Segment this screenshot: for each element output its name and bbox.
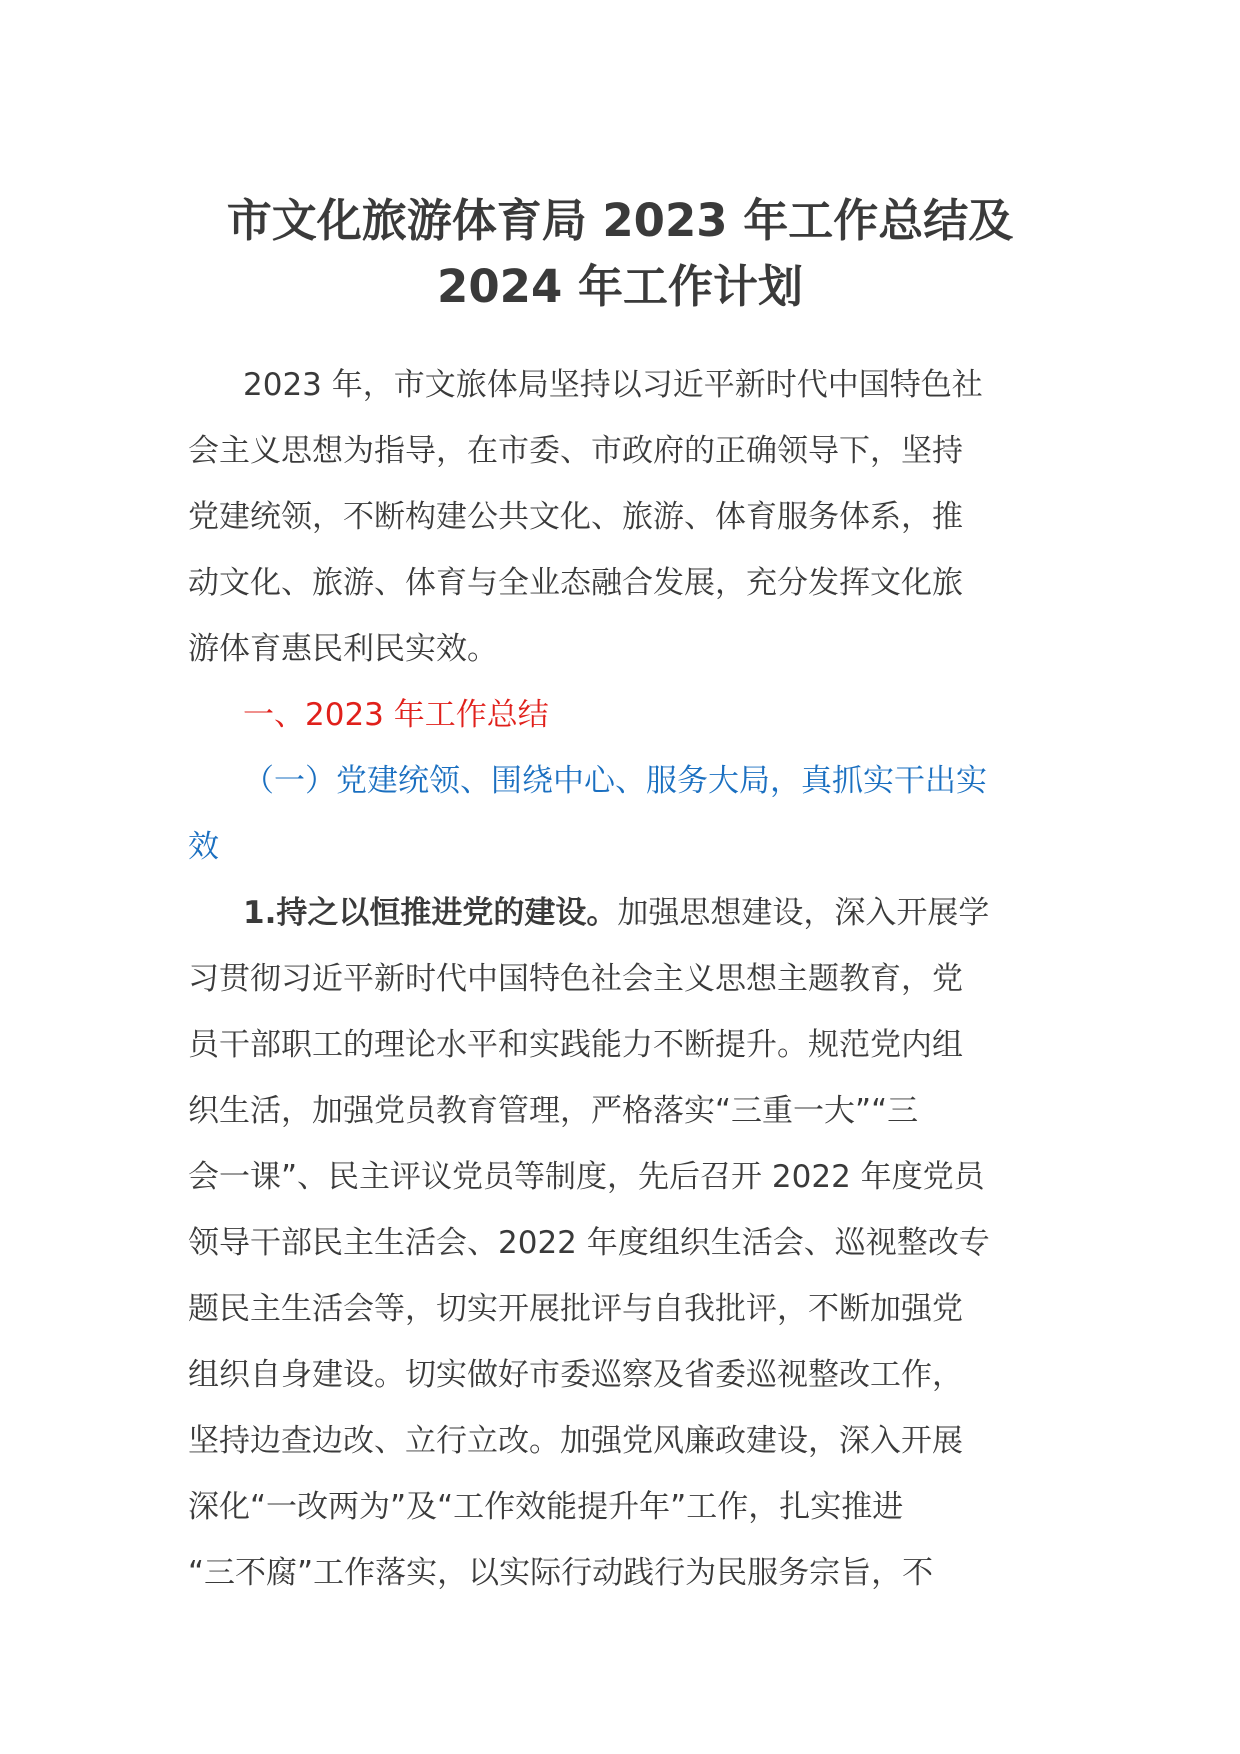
item-1-line: 题民主生活会等，切实开展批评与自我批评，不断加强党	[188, 1291, 963, 1327]
title-line-1: 市文化旅游体育局 2023 年工作总结及	[226, 194, 1014, 247]
intro-line: 游体育惠民利民实效。	[188, 631, 498, 667]
document-title	[120, 188, 1120, 320]
item-1-line: 领导干部民主生活会、2022 年度组织生活会、巡视整改专	[188, 1225, 990, 1261]
intro-paragraph	[188, 352, 1056, 682]
item-1-line: 织生活，加强党员教育管理，严格落实“三重一大”“三	[188, 1093, 919, 1129]
item-1-line: 深化“一改两为”及“工作效能提升年”工作，扎实推进	[188, 1489, 904, 1525]
item-1-line: 员干部职工的理论水平和实践能力不断提升。规范党内组	[188, 1027, 963, 1063]
item-1-line: “三不腐”工作落实，以实际行动践行为民服务宗旨，不	[188, 1555, 934, 1591]
intro-line: 会主义思想为指导，在市委、市政府的正确领导下，坚持	[188, 433, 963, 469]
intro-line: 党建统领，不断构建公共文化、旅游、体育服务体系，推	[188, 499, 963, 535]
item-1-line: 会一课”、民主评议党员等制度，先后召开 2022 年度党员	[188, 1159, 985, 1195]
subsection-heading-line-2: 效	[188, 829, 219, 865]
item-1-first-text: 加强思想建设，深入开展学	[617, 895, 990, 931]
subsection-heading-line-1: （一）党建统领、围绕中心、服务大局，真抓实干出实	[243, 763, 987, 799]
subsection-heading	[188, 748, 1056, 880]
document-body	[188, 352, 1056, 1606]
item-1-line: 习贯彻习近平新时代中国特色社会主义思想主题教育，党	[188, 961, 963, 997]
item-1-heading: 1.持之以恒推进党的建设。	[243, 895, 618, 931]
title-line-2: 2024 年工作计划	[437, 260, 803, 313]
intro-line: 2023 年，市文旅体局坚持以习近平新时代中国特色社	[243, 367, 983, 403]
intro-line: 动文化、旅游、体育与全业态融合发展，充分发挥文化旅	[188, 565, 963, 601]
item-1-line: 坚持边查边改、立行立改。加强党风廉政建设，深入开展	[188, 1423, 963, 1459]
item-1-paragraph	[188, 880, 1056, 1606]
item-1-line: 组织自身建设。切实做好市委巡察及省委巡视整改工作，	[188, 1357, 963, 1393]
section-heading-1: 一、2023 年工作总结	[243, 697, 549, 733]
item-1-first-line	[188, 880, 1056, 946]
